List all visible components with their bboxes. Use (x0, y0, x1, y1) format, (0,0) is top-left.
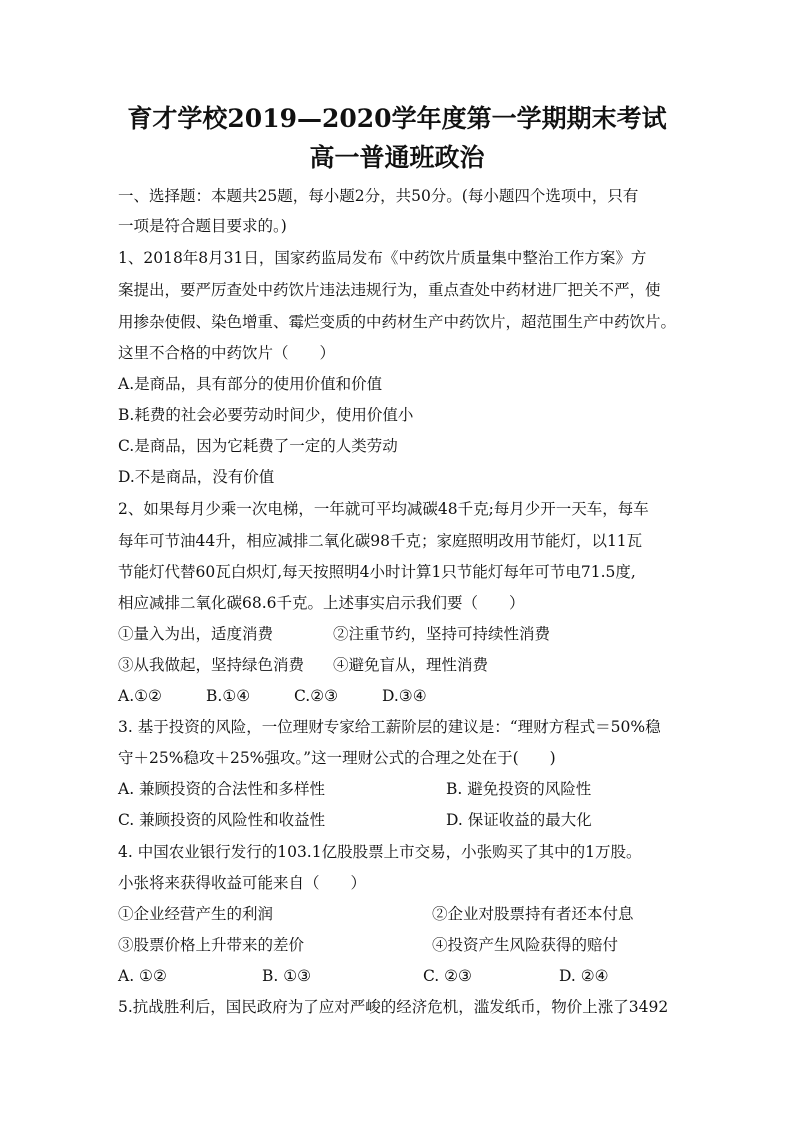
q4-option-a: A. ①② (118, 967, 167, 985)
q3-stem-line-1: 3. 基于投资的风险，一位理财专家给工薪阶层的建议是：“理财方程式＝50%稳 (118, 718, 661, 736)
q2-option-d: D.③④ (382, 687, 427, 705)
q2-stem-line-1: 2、如果每月少乘一次电梯，一年就可平均减碳48千克;每月少开一天车，每车 (118, 500, 649, 518)
exam-subtitle: 高一普通班政治 (309, 143, 485, 172)
q2-option-a: A.①② (118, 687, 162, 705)
exam-title: 育才学校2019—2020学年度第一学期期末考试 (127, 104, 667, 133)
q2-option-c: C.②③ (294, 687, 339, 705)
q3-option-d: D. 保证收益的最大化 (446, 811, 592, 829)
q4-stem-line-1: 4. 中国农业银行发行的103.1亿股股票上市交易，小张购买了其中的1万股。 (118, 843, 642, 861)
q2-item-2: ②注重节约，坚持可持续性消费 (333, 625, 551, 643)
section-heading-line-2: 一项是符合题目要求的。) (118, 217, 287, 235)
q1-stem-line-2: 案提出，要严厉查处中药饮片违法违规行为，重点查处中药材进厂把关不严，使 (118, 281, 661, 299)
q3-option-b: B. 避免投资的风险性 (446, 780, 592, 798)
q4-option-d: D. ②④ (559, 967, 609, 985)
q1-stem-line-3: 用掺杂使假、染色增重、霉烂变质的中药材生产中药饮片，超范围生产中药饮片。 (118, 313, 677, 331)
q2-stem-line-2: 每年可节油44升，相应减排二氧化碳98千克；家庭照明改用节能灯，以11瓦 (118, 532, 643, 550)
q4-item-1: ①企业经营产生的利润 (118, 905, 274, 923)
q3-stem-line-2: 守＋25%稳攻＋25%强攻。”这一理财公式的合理之处在于( ) (118, 749, 556, 767)
q5-stem-line-1: 5.抗战胜利后，国民政府为了应对严峻的经济危机，滥发纸币，物价上涨了3492 (118, 998, 669, 1016)
q1-stem-line-4: 这里不合格的中药饮片（ ） (118, 344, 336, 362)
section-heading-line-1: 一、选择题：本题共25题，每小题2分，共50分。(每小题四个选项中，只有 (118, 187, 639, 205)
q2-stem-line-3: 节能灯代替60瓦白炽灯,每天按照明4小时计算1只节能灯每年可节电71.5度, (118, 563, 636, 581)
q4-stem-line-2: 小张将来获得收益可能来自（ ） (118, 874, 367, 892)
q1-option-d: D.不是商品，没有价值 (118, 468, 275, 486)
q3-option-c: C. 兼顾投资的风险性和收益性 (118, 811, 326, 829)
q4-option-c: C. ②③ (423, 967, 472, 985)
q1-option-c: C.是商品，因为它耗费了一定的人类劳动 (118, 437, 398, 455)
q4-option-b: B. ①③ (262, 967, 312, 985)
q1-stem-line-1: 1、2018年8月31日，国家药监局发布《中药饮片质量集中整治工作方案》方 (118, 249, 647, 267)
q3-option-a: A. 兼顾投资的合法性和多样性 (118, 780, 326, 798)
q2-option-b: B.①④ (206, 687, 251, 705)
q1-option-b: B.耗费的社会必要劳动时间少，使用价值小 (118, 406, 414, 424)
q2-item-1: ①量入为出，适度消费 (118, 625, 274, 643)
q2-stem-line-4: 相应减排二氧化碳68.6千克。上述事实启示我们要（ ） (118, 594, 525, 612)
q4-item-4: ④投资产生风险获得的赔付 (432, 936, 619, 954)
q4-item-2: ②企业对股票持有者还本付息 (432, 905, 634, 923)
q4-item-3: ③股票价格上升带来的差价 (118, 936, 305, 954)
q2-item-3: ③从我做起，坚持绿色消费 (118, 656, 305, 674)
q2-item-4: ④避免盲从，理性消费 (333, 656, 489, 674)
q1-option-a: A.是商品，具有部分的使用价值和价值 (118, 375, 383, 393)
